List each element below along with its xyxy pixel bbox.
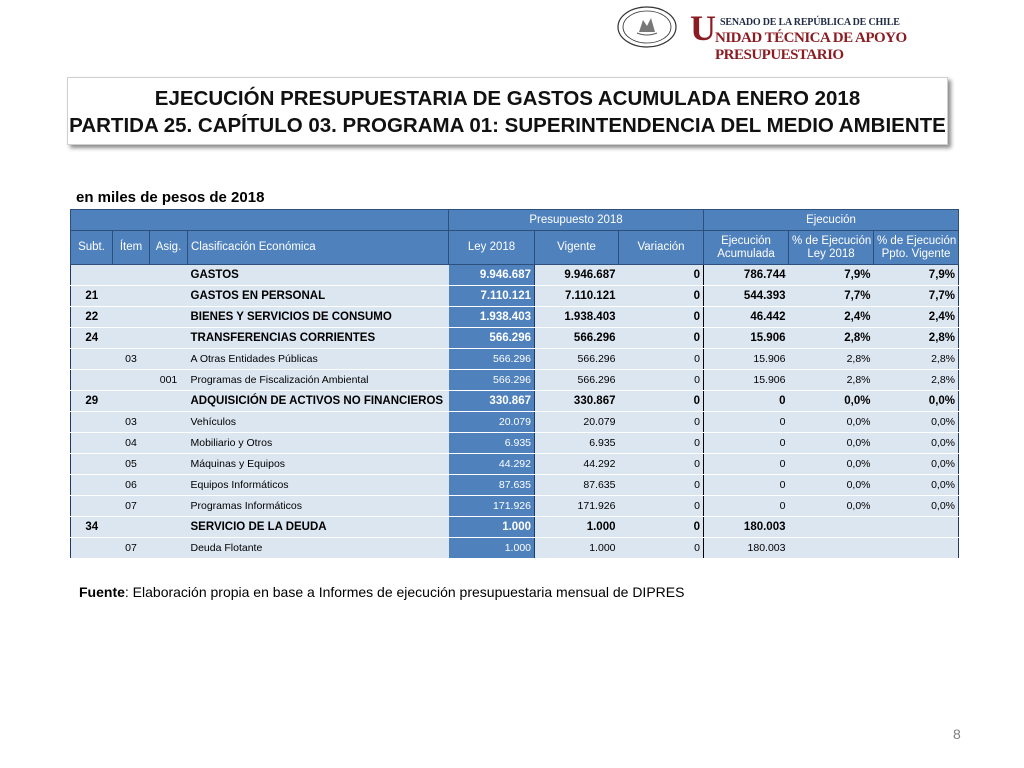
cell-vigente: 6.935	[535, 433, 619, 454]
page-number: 8	[953, 726, 961, 742]
cell-item: 07	[113, 538, 150, 559]
cell-asig	[150, 349, 188, 370]
cell-ley: 9.946.687	[449, 265, 535, 286]
cell-item	[113, 307, 150, 328]
cell-ley: 566.296	[449, 370, 535, 391]
cell-ejecucion: 786.744	[704, 265, 789, 286]
source-note	[79, 584, 684, 600]
cell-pct-vig: 0,0%	[874, 391, 959, 412]
cell-pct-vig	[874, 538, 959, 559]
cell-variacion: 0	[619, 433, 704, 454]
cell-ejecucion: 0	[704, 475, 789, 496]
cell-vigente: 87.635	[535, 475, 619, 496]
cell-variacion: 0	[619, 496, 704, 517]
cell-vigente: 1.000	[535, 538, 619, 559]
table-row	[71, 286, 959, 307]
cell-vigente: 566.296	[535, 349, 619, 370]
page-title-line2: PARTIDA 25. CAPÍTULO 03. PROGRAMA 01: SUPERINTENDENCIA DEL MEDIO AMBIENTE	[69, 114, 946, 137]
cell-variacion: 0	[619, 454, 704, 475]
col-vigente: Vigente	[535, 231, 619, 265]
cell-pct-ley	[789, 538, 874, 559]
cell-pct-ley: 0,0%	[789, 412, 874, 433]
cell-vigente: 1.938.403	[535, 307, 619, 328]
cell-clasificacion: GASTOS	[188, 265, 449, 286]
cell-subt: 21	[71, 286, 113, 307]
col-pct-ley-l2: Ley 2018	[807, 247, 855, 260]
cell-pct-ley: 2,8%	[789, 370, 874, 391]
cell-clasificacion: ADQUISICIÓN DE ACTIVOS NO FINANCIEROS	[188, 391, 449, 412]
table-row	[71, 433, 959, 454]
col-pct-vig-l1: % de Ejecución	[877, 234, 957, 247]
cell-ejecucion: 180.003	[704, 517, 789, 538]
cell-pct-ley: 7,7%	[789, 286, 874, 307]
cell-ejecucion: 15.906	[704, 328, 789, 349]
cell-item	[113, 286, 150, 307]
cell-pct-vig: 2,8%	[874, 370, 959, 391]
col-pct-ley-l1: % de Ejecución	[792, 234, 872, 247]
cell-asig	[150, 517, 188, 538]
cell-pct-vig: 0,0%	[874, 412, 959, 433]
cell-vigente: 1.000	[535, 517, 619, 538]
cell-ejecucion: 0	[704, 433, 789, 454]
col-asig: Asig.	[150, 231, 188, 265]
budget-table	[70, 209, 959, 559]
cell-item: 07	[113, 496, 150, 517]
cell-ejecucion: 0	[704, 454, 789, 475]
cell-ley: 566.296	[449, 349, 535, 370]
cell-ley: 20.079	[449, 412, 535, 433]
cell-item: 03	[113, 349, 150, 370]
source-label: Fuente	[79, 584, 125, 600]
cell-clasificacion: Deuda Flotante	[188, 538, 449, 559]
cell-asig	[150, 538, 188, 559]
col-subt: Subt.	[71, 231, 113, 265]
cell-ley: 171.926	[449, 496, 535, 517]
cell-clasificacion: A Otras Entidades Públicas	[188, 349, 449, 370]
cell-subt	[71, 538, 113, 559]
group-header-presupuesto: Presupuesto 2018	[449, 210, 704, 231]
cell-pct-vig: 2,4%	[874, 307, 959, 328]
cell-ley: 87.635	[449, 475, 535, 496]
cell-pct-vig: 7,9%	[874, 265, 959, 286]
cell-vigente: 44.292	[535, 454, 619, 475]
cell-pct-ley: 7,9%	[789, 265, 874, 286]
cell-clasificacion: Máquinas y Equipos	[188, 454, 449, 475]
cell-variacion: 0	[619, 328, 704, 349]
cell-variacion: 0	[619, 286, 704, 307]
cell-asig: 001	[150, 370, 188, 391]
cell-pct-ley: 2,4%	[789, 307, 874, 328]
cell-clasificacion: Programas de Fiscalización Ambiental	[188, 370, 449, 391]
table-row	[71, 475, 959, 496]
cell-item: 06	[113, 475, 150, 496]
cell-pct-ley	[789, 517, 874, 538]
col-ley: Ley 2018	[449, 231, 535, 265]
brand-line2: NIDAD TÉCNICA DE APOYO PRESUPUESTARIO	[715, 30, 907, 63]
cell-ejecucion: 15.906	[704, 349, 789, 370]
cell-subt	[71, 496, 113, 517]
cell-item	[113, 265, 150, 286]
cell-pct-vig: 7,7%	[874, 286, 959, 307]
col-variacion: Variación	[619, 231, 704, 265]
header-blank	[71, 210, 449, 231]
cell-pct-vig: 0,0%	[874, 433, 959, 454]
table-row	[71, 349, 959, 370]
cell-clasificacion: SERVICIO DE LA DEUDA	[188, 517, 449, 538]
cell-vigente: 330.867	[535, 391, 619, 412]
cell-pct-ley: 0,0%	[789, 454, 874, 475]
cell-clasificacion: GASTOS EN PERSONAL	[188, 286, 449, 307]
cell-clasificacion: Equipos Informáticos	[188, 475, 449, 496]
cell-asig	[150, 265, 188, 286]
table-row	[71, 328, 959, 349]
table-row	[71, 517, 959, 538]
cell-variacion: 0	[619, 391, 704, 412]
cell-variacion: 0	[619, 370, 704, 391]
cell-vigente: 566.296	[535, 328, 619, 349]
senado-seal-logo	[617, 6, 677, 46]
cell-pct-vig: 0,0%	[874, 454, 959, 475]
cell-ley: 44.292	[449, 454, 535, 475]
utap-brand-logo	[690, 8, 1020, 63]
cell-asig	[150, 391, 188, 412]
cell-vigente: 566.296	[535, 370, 619, 391]
col-pct-vig-l2: Ppto. Vigente	[881, 247, 951, 260]
cell-subt: 24	[71, 328, 113, 349]
cell-item	[113, 391, 150, 412]
cell-pct-vig: 0,0%	[874, 475, 959, 496]
cell-pct-vig: 0,0%	[874, 496, 959, 517]
page-title-line1: EJECUCIÓN PRESUPUESTARIA DE GASTOS ACUMULADA ENERO 2018	[154, 87, 861, 110]
cell-clasificacion: Programas Informáticos	[188, 496, 449, 517]
col-ejecucion-l2: Acumulada	[717, 247, 775, 260]
cell-asig	[150, 307, 188, 328]
cell-asig	[150, 412, 188, 433]
cell-item	[113, 517, 150, 538]
cell-item	[113, 370, 150, 391]
col-clasificacion: Clasificación Económica	[188, 231, 449, 265]
group-header-ejecucion: Ejecución	[704, 210, 959, 231]
cell-ejecucion: 0	[704, 496, 789, 517]
cell-variacion: 0	[619, 349, 704, 370]
table-row	[71, 391, 959, 412]
cell-subt	[71, 475, 113, 496]
cell-vigente: 20.079	[535, 412, 619, 433]
cell-pct-ley: 0,0%	[789, 391, 874, 412]
cell-vigente: 9.946.687	[535, 265, 619, 286]
cell-variacion: 0	[619, 265, 704, 286]
cell-clasificacion: TRANSFERENCIAS CORRIENTES	[188, 328, 449, 349]
cell-ejecucion: 46.442	[704, 307, 789, 328]
title-box	[67, 77, 948, 145]
brand-initial: U	[690, 8, 716, 48]
cell-variacion: 0	[619, 538, 704, 559]
cell-item	[113, 328, 150, 349]
table-row	[71, 454, 959, 475]
table-row	[71, 496, 959, 517]
cell-pct-ley: 2,8%	[789, 328, 874, 349]
table-row	[71, 370, 959, 391]
cell-asig	[150, 286, 188, 307]
cell-asig	[150, 496, 188, 517]
source-text: : Elaboración propia en base a Informes de ejecución presupuestaria mensual de DIPRES	[124, 584, 685, 600]
cell-subt	[71, 265, 113, 286]
table-row	[71, 412, 959, 433]
col-ejecucion	[704, 231, 789, 265]
cell-item: 03	[113, 412, 150, 433]
cell-pct-vig: 2,8%	[874, 349, 959, 370]
cell-pct-ley: 0,0%	[789, 496, 874, 517]
brand-line1: SENADO DE LA REPÚBLICA DE CHILE	[720, 17, 900, 28]
cell-asig	[150, 433, 188, 454]
cell-variacion: 0	[619, 517, 704, 538]
cell-pct-ley: 0,0%	[789, 433, 874, 454]
cell-variacion: 0	[619, 412, 704, 433]
cell-ley: 566.296	[449, 328, 535, 349]
cell-ley: 1.000	[449, 517, 535, 538]
col-item: Ítem	[113, 231, 150, 265]
cell-variacion: 0	[619, 307, 704, 328]
table-row	[71, 307, 959, 328]
cell-ley: 7.110.121	[449, 286, 535, 307]
cell-vigente: 7.110.121	[535, 286, 619, 307]
cell-subt	[71, 433, 113, 454]
cell-subt	[71, 370, 113, 391]
cell-subt: 34	[71, 517, 113, 538]
col-ejecucion-l1: Ejecución	[721, 234, 771, 247]
col-pct-vigente	[874, 231, 959, 265]
cell-clasificacion: Vehículos	[188, 412, 449, 433]
table-body	[71, 265, 959, 559]
cell-item: 04	[113, 433, 150, 454]
cell-variacion: 0	[619, 475, 704, 496]
cell-subt: 29	[71, 391, 113, 412]
col-pct-ley	[789, 231, 874, 265]
cell-asig	[150, 475, 188, 496]
cell-ejecucion: 180.003	[704, 538, 789, 559]
cell-clasificacion: BIENES Y SERVICIOS DE CONSUMO	[188, 307, 449, 328]
cell-pct-ley: 2,8%	[789, 349, 874, 370]
table-row	[71, 538, 959, 559]
cell-pct-vig: 2,8%	[874, 328, 959, 349]
table-row	[71, 265, 959, 286]
cell-pct-ley: 0,0%	[789, 475, 874, 496]
cell-ejecucion: 0	[704, 412, 789, 433]
cell-clasificacion: Mobiliario y Otros	[188, 433, 449, 454]
cell-ejecucion: 0	[704, 391, 789, 412]
units-note: en miles de pesos de 2018	[76, 189, 265, 206]
cell-subt: 22	[71, 307, 113, 328]
cell-vigente: 171.926	[535, 496, 619, 517]
cell-ejecucion: 544.393	[704, 286, 789, 307]
cell-asig	[150, 328, 188, 349]
cell-ley: 1.938.403	[449, 307, 535, 328]
cell-subt	[71, 349, 113, 370]
cell-ley: 6.935	[449, 433, 535, 454]
cell-ley: 1.000	[449, 538, 535, 559]
cell-asig	[150, 454, 188, 475]
cell-item: 05	[113, 454, 150, 475]
cell-subt	[71, 412, 113, 433]
cell-pct-vig	[874, 517, 959, 538]
cell-ley: 330.867	[449, 391, 535, 412]
cell-ejecucion: 15.906	[704, 370, 789, 391]
cell-subt	[71, 454, 113, 475]
